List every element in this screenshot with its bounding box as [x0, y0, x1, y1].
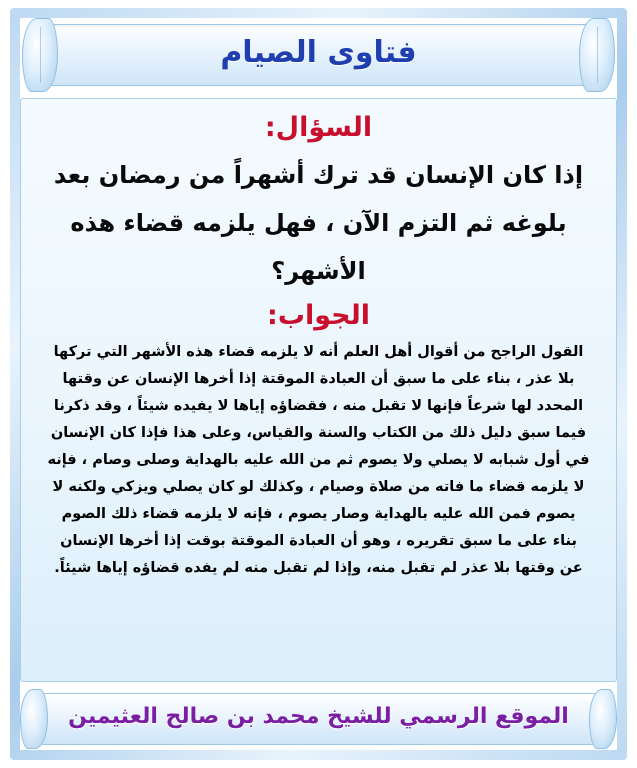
- page-title: فتاوى الصيام: [220, 35, 417, 70]
- footer-banner: [20, 688, 617, 750]
- title-banner: [20, 18, 617, 92]
- decorative-frame: [10, 8, 627, 760]
- answer-label: الجواب:: [267, 300, 370, 331]
- content-card: [20, 98, 617, 682]
- site-credit: الموقع الرسمي للشيخ محمد بن صالح العثيمين: [68, 704, 569, 729]
- question-text: إذا كان الإنسان قد ترك أشهراً من رمضان بعد بلوغه ثم التزم الآن ، فهل يلزمه قضاء هذه الأشهر؟: [53, 161, 584, 285]
- answer-text: القول الراجح من أقوال أهل العلم أنه لا يلزمه قضاء هذه الأشهر التي تركها بلا عذر ، بناء على ما سبق أن العبادة الموقتة إذا أخرها الإنسان عن وقتها المحدد لها شرعاً فإنها لا تقبل منه ، فقضاؤه إياها لا يفيده شيئاً ، وقد ذكرنا فيما سبق دليل ذلك من الكتاب والسنة والقياس، وعلى هذا فإذا كان الإنسان في أول شبابه لا يصلي ولا يصوم ثم من الله عليه بالهداية وصلى وصام ، فإنه لا يلزمه قضاء ما فاته من صلاة وصيام ، وكذلك لو كان يصلي ويزكي ولكنه لا يصوم فمن الله عليه بالهداية وصار يصوم ، فإنه لا يلزمه قضاء ذلك الصوم بناء على ما سبق تقريره ، وهو أن العبادة الموقتة بوقت إذا أخرها الإنسان عن وقتها بلا عذر لم تقبل منه، وإذا لم تقبل منه لم يفده قضاؤه إياها شيئاً.: [47, 344, 590, 576]
- question-label: السؤال:: [264, 112, 373, 143]
